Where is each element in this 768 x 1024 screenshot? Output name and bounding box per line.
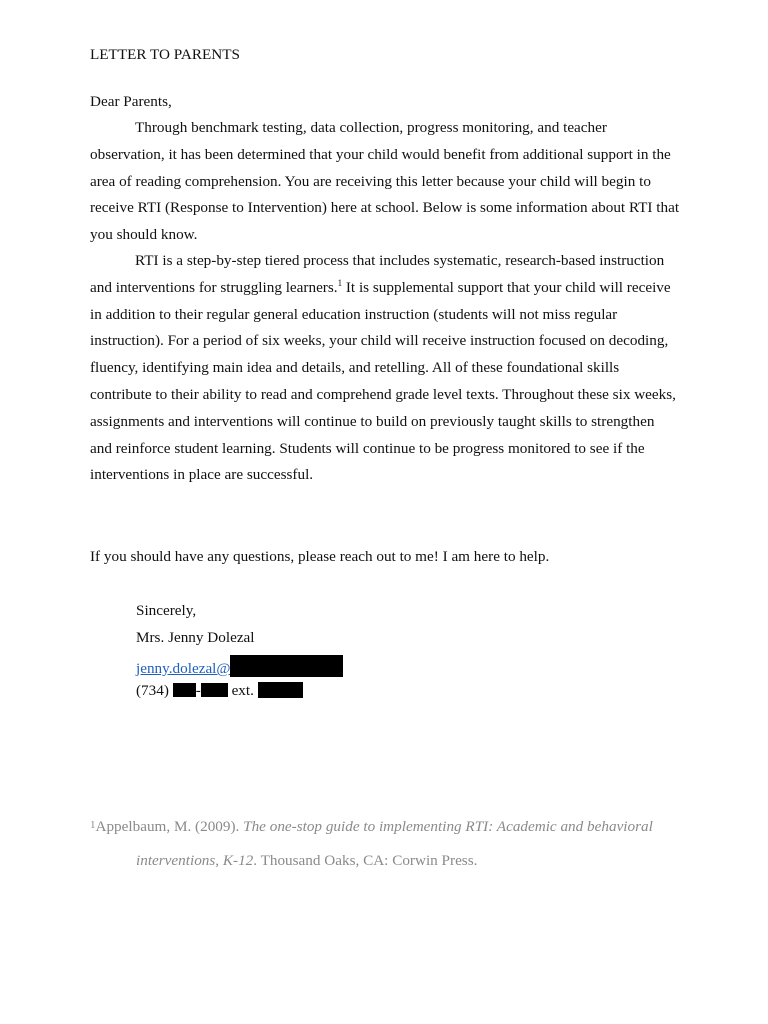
valediction: Sincerely, [136,602,197,619]
footnote-title-part1: The one-stop guide to implementing RTI: Academic and behavioral [243,818,653,835]
redacted-email-domain [230,655,343,677]
redacted-extension [258,682,303,698]
letter-title: LETTER TO PARENTS [90,46,240,63]
redacted-phone-prefix [173,683,196,697]
redacted-phone-number [201,683,228,697]
email-line [136,655,343,679]
phone-dash: - [195,682,201,699]
footnote-marker: 1 [90,819,96,831]
footnote-reference[interactable]: 1 [337,277,343,288]
ext-label: ext. [227,682,258,699]
footnote-publisher: . Thousand Oaks, CA: Corwin Press. [253,852,478,869]
paragraph-rti-text-2: It is supplemental support that your child will receive in addition to their regular general education instruction (students will not miss regular instruction). For a period of six weeks, your child will receive instruction focused on decoding, fluency, identifying main idea and details, and retelling. All of these foundational skills contribute to their ability to read and comprehend grade level texts. Throughout these six weeks, assignments and interventions will continue to build on previously taught skills to strengthen and reinforce student learning. Students will continue to be progress monitored to see if the interventions in place are successful. [90,278,676,484]
email-link[interactable]: jenny.dolezal@ [136,660,231,677]
signer-name: Mrs. Jenny Dolezal [136,629,255,646]
closing-line: If you should have any questions, please reach out to me! I am here to help. [90,548,550,565]
footnote-author-year: Appelbaum, M. (2009). [95,818,244,835]
phone-line [136,681,303,701]
footnote-title-part2: interventions, K-12 [136,852,254,869]
greeting: Dear Parents, [90,93,172,110]
phone-area-code: (734) [136,682,173,699]
paragraph-intro: Through benchmark testing, data collection, progress monitoring, and teacher observation, it has been determined that your child would benefit from additional support in the area of reading comprehension. You are receiving this letter because your child will begin to receive RTI (Response to Intervention) here at school. Below is some information about RTI that you should know. [90,119,680,244]
paragraph-rti-text-1: RTI is a step-by-step tiered process that includes systematic, research-based instruction and interventions for struggling learners. [90,252,665,296]
paragraph-rti [90,248,680,489]
footnote-line-1 [90,815,653,837]
footnote-line-2 [136,851,477,871]
